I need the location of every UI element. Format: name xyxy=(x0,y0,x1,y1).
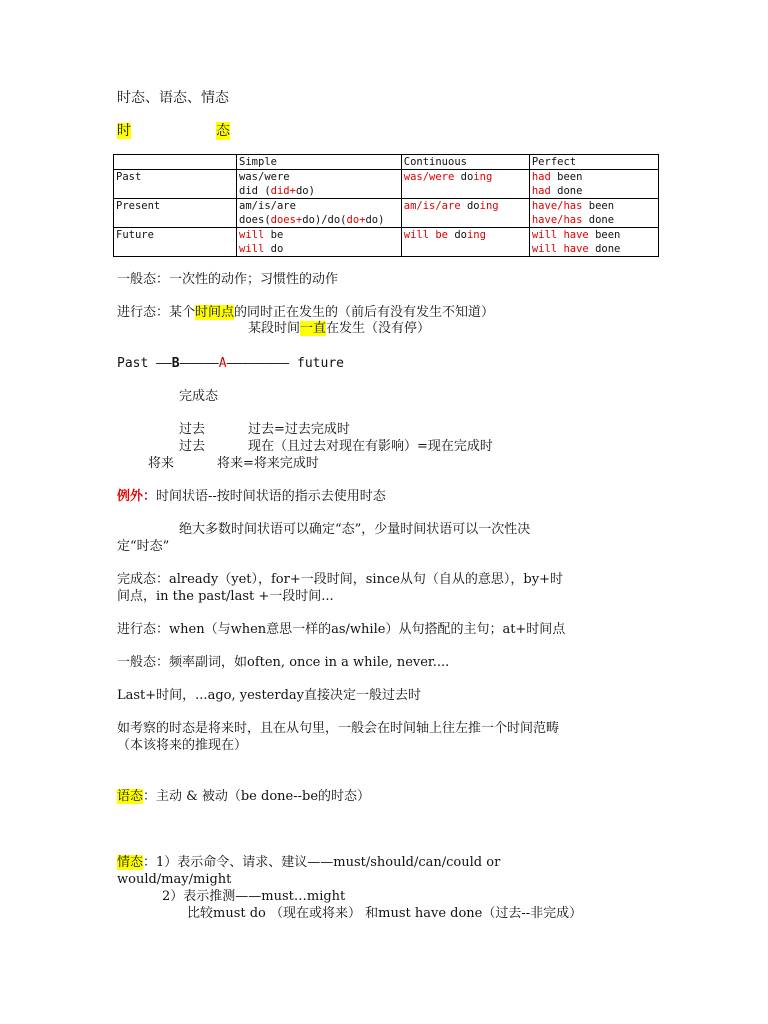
highlight-text: 时间点 xyxy=(195,305,235,320)
cell-text: do xyxy=(448,229,467,241)
row-label: Present xyxy=(114,199,237,228)
cell-line xyxy=(532,242,656,256)
continuous-adverbials: 进行态：when（与when意思一样的as/while）从句搭配的主句；at+时间点 xyxy=(117,622,566,637)
perfect-line xyxy=(179,422,350,439)
perfect-to: 现在（且过去对现在有影响）=现在完成时 xyxy=(248,439,493,454)
text: 某段时间 xyxy=(248,321,301,336)
timeline xyxy=(117,356,344,373)
exception-line xyxy=(117,489,386,506)
table-row xyxy=(114,170,659,199)
perfect-from: 过去 xyxy=(179,439,206,454)
continuous-definition-line2 xyxy=(248,321,430,338)
simple-definition: 一般态：一次性的动作；习惯性的动作 xyxy=(117,272,339,287)
perfect-line xyxy=(148,456,319,473)
cell-line xyxy=(532,228,656,242)
exception-paragraph-line1: 绝大多数时间状语可以确定“态”，少量时间状语可以一次性决 xyxy=(179,522,531,537)
cell-text-red: does+ xyxy=(270,214,303,226)
modal-label: 情态 xyxy=(117,855,144,870)
future-note-line2: （本该将来的推现在） xyxy=(117,738,248,753)
voice-text: ：主动 & 被动（be done--be的时态） xyxy=(143,789,371,804)
cell-text: do xyxy=(460,200,480,212)
perfect-adverbials-line1: 完成态：already（yet），for+一段时间，since从句（自从的意思），by+时 xyxy=(117,572,563,587)
text: 在发生（没有停） xyxy=(326,321,431,336)
cell-text-red: had xyxy=(531,171,551,183)
cell-text-red: ing xyxy=(479,200,499,212)
cell-text-red: will xyxy=(239,243,265,255)
voice-label: 语态 xyxy=(117,789,144,804)
row-label: Future xyxy=(114,228,237,257)
cell-line xyxy=(532,213,656,227)
voice-line xyxy=(117,789,370,806)
row-label: Past xyxy=(114,170,237,199)
modal-line3: 2）表示推测——must…might xyxy=(162,889,346,904)
cell-line xyxy=(239,184,399,198)
cell-text-red: have/has xyxy=(531,200,583,212)
cell-text-red: did+ xyxy=(270,185,296,197)
highlight-text: 一直 xyxy=(300,321,327,336)
timeline-future: ———————— future xyxy=(226,356,344,371)
perfect-adverbials-line2: 间点，in the past/last +一段时间... xyxy=(117,589,334,604)
modal-line4: 比较must do （现在或将来） 和must have done（过去--非完成） xyxy=(187,906,583,921)
timeline-a: A xyxy=(218,356,227,371)
exception-text: 时间状语--按时间状语的指示去使用时态 xyxy=(156,489,386,504)
cell-perfect xyxy=(529,199,658,228)
exception-paragraph-line2: 定“时态” xyxy=(117,539,170,554)
tense-table xyxy=(113,154,659,257)
cell-text: does( xyxy=(239,214,271,226)
tense-heading-right: 态 xyxy=(216,123,230,139)
cell-text: do xyxy=(264,243,284,255)
cell-text-red: ing xyxy=(466,229,486,241)
text: 的同时正在发生的（前后有没有发生不知道） xyxy=(234,305,495,320)
cell-simple xyxy=(237,228,402,257)
table-row xyxy=(114,228,659,257)
cell-line xyxy=(239,228,399,242)
tense-heading-left: 时 xyxy=(117,123,131,139)
cell-continuous xyxy=(401,199,529,228)
cell-line xyxy=(239,242,399,256)
cell-text: do xyxy=(454,171,474,183)
cell-simple xyxy=(237,170,402,199)
page-title: 时态、语态、情态 xyxy=(117,90,229,106)
cell-text: done xyxy=(582,214,615,226)
cell-perfect xyxy=(529,228,658,257)
cell-continuous xyxy=(401,170,529,199)
cell-text: been xyxy=(588,229,621,241)
cell-text: been xyxy=(550,171,583,183)
perfect-to: 过去=过去完成时 xyxy=(248,422,350,437)
table-header: Perfect xyxy=(529,155,658,170)
table-header-row xyxy=(114,155,659,170)
perfect-to: 将来=将来完成时 xyxy=(217,456,319,471)
perfect-title: 完成态 xyxy=(179,389,219,404)
cell-text-red: do+ xyxy=(346,214,366,226)
cell-line: am/is/are xyxy=(239,200,296,212)
cell-line xyxy=(532,184,656,198)
cell-line: was/were xyxy=(239,171,290,183)
tense-heading xyxy=(117,122,237,140)
timeline-b: B xyxy=(171,356,180,371)
cell-text-red: have/has xyxy=(531,214,583,226)
cell-text: been xyxy=(582,200,615,212)
cell-text: do) xyxy=(365,214,385,226)
modal-line2: would/may/might xyxy=(117,872,232,887)
cell-text: do)/do( xyxy=(302,214,347,226)
cell-text-red: will xyxy=(239,229,265,241)
timeline-dash: ————— xyxy=(179,356,219,371)
future-note-line1: 如考察的时态是将来时，且在从句里，一般会在时间轴上往左推一个时间范畴 xyxy=(117,721,560,736)
perfect-from: 将来 xyxy=(148,456,175,471)
cell-line xyxy=(239,213,399,227)
continuous-definition xyxy=(117,305,494,322)
table-row xyxy=(114,199,659,228)
timeline-past: Past —— xyxy=(117,356,172,371)
cell-text: be xyxy=(264,229,284,241)
cell-line xyxy=(532,170,656,184)
cell-text-red: ing xyxy=(473,171,493,183)
cell-text-red: had xyxy=(531,185,551,197)
cell-text-red: am/is/are xyxy=(403,200,461,212)
perfect-line xyxy=(179,439,493,456)
cell-continuous xyxy=(401,228,529,257)
modal-text: ：1）表示命令、请求、建议——must/should/can/could or xyxy=(143,855,501,870)
cell-text: done xyxy=(588,243,621,255)
simple-adverbials: 一般态：频率副词，如often, once in a while, never.... xyxy=(117,655,450,670)
cell-text: done xyxy=(550,185,583,197)
cell-text: did ( xyxy=(239,185,271,197)
text: 进行态：某个 xyxy=(117,305,196,320)
table-header xyxy=(114,155,237,170)
table-header: Continuous xyxy=(401,155,529,170)
cell-text-red: will have xyxy=(531,229,589,241)
cell-text-red: was/were xyxy=(403,171,455,183)
past-tense-adverbials: Last+时间，...ago, yesterday直接决定一般过去时 xyxy=(117,688,421,703)
cell-simple xyxy=(237,199,402,228)
exception-label: 例外： xyxy=(117,489,157,504)
cell-perfect xyxy=(529,170,658,199)
cell-text: do) xyxy=(295,185,315,197)
cell-text-red: will have xyxy=(531,243,589,255)
perfect-from: 过去 xyxy=(179,422,206,437)
cell-text-red: will be xyxy=(403,229,449,241)
modal-line1 xyxy=(117,855,500,872)
cell-line xyxy=(532,199,656,213)
table-header: Simple xyxy=(237,155,402,170)
